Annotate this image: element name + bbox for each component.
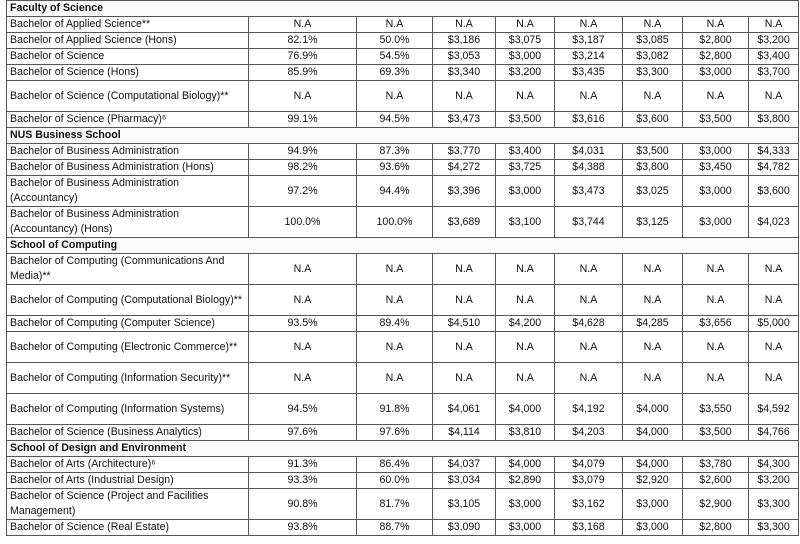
value-cell: N.A	[749, 363, 799, 394]
value-cell: $4,037	[433, 457, 496, 473]
value-cell: $4,000	[623, 425, 683, 441]
value-cell: 94.4%	[357, 176, 433, 207]
value-cell: $4,766	[749, 425, 799, 441]
value-cell: N.A	[623, 285, 683, 316]
value-cell: N.A	[623, 81, 683, 112]
value-cell: $3,435	[555, 65, 623, 81]
value-cell: 50.0%	[357, 33, 433, 49]
table-row	[7, 316, 799, 332]
value-cell: 93.8%	[249, 520, 357, 536]
value-cell: 94.9%	[249, 144, 357, 160]
value-cell: $3,125	[623, 207, 683, 238]
value-cell: $3,600	[623, 112, 683, 128]
value-cell: N.A	[623, 332, 683, 363]
table-row	[7, 473, 799, 489]
value-cell: $3,079	[555, 473, 623, 489]
value-cell: $3,700	[749, 65, 799, 81]
value-cell: $4,203	[555, 425, 623, 441]
value-cell: N.A	[249, 363, 357, 394]
value-cell: $4,388	[555, 160, 623, 176]
value-cell: $4,000	[496, 457, 555, 473]
value-cell: 97.6%	[357, 425, 433, 441]
degree-name: Bachelor of Applied Science (Hons)	[7, 33, 249, 49]
value-cell: N.A	[357, 332, 433, 363]
value-cell: N.A	[749, 17, 799, 33]
value-cell: $2,800	[683, 49, 749, 65]
table-body	[7, 1, 799, 536]
value-cell: N.A	[555, 254, 623, 285]
value-cell: $3,000	[623, 520, 683, 536]
value-cell: $3,200	[496, 65, 555, 81]
table-row	[7, 425, 799, 441]
table-row	[7, 160, 799, 176]
value-cell: $3,000	[683, 176, 749, 207]
table-row	[7, 254, 799, 285]
value-cell: N.A	[496, 17, 555, 33]
table-row	[7, 17, 799, 33]
value-cell: $3,187	[555, 33, 623, 49]
value-cell: $3,105	[433, 489, 496, 520]
value-cell: 97.6%	[249, 425, 357, 441]
degree-name: Bachelor of Science (Real Estate)	[7, 520, 249, 536]
value-cell: 82.1%	[249, 33, 357, 49]
section-header-row	[7, 238, 799, 254]
degree-name: Bachelor of Arts (Architecture)⁶	[7, 457, 249, 473]
value-cell: 91.3%	[249, 457, 357, 473]
value-cell: $3,000	[496, 520, 555, 536]
value-cell: N.A	[433, 254, 496, 285]
value-cell: $3,616	[555, 112, 623, 128]
employment-salary-table	[6, 0, 799, 536]
value-cell: $3,000	[623, 489, 683, 520]
degree-name: Bachelor of Computing (Electronic Commerce)**	[7, 332, 249, 363]
value-cell: $3,214	[555, 49, 623, 65]
value-cell: $4,000	[623, 457, 683, 473]
value-cell: 86.4%	[357, 457, 433, 473]
degree-name: Bachelor of Business Administration (Hons)	[7, 160, 249, 176]
value-cell: $2,800	[683, 33, 749, 49]
value-cell: N.A	[749, 81, 799, 112]
value-cell: $3,000	[496, 176, 555, 207]
value-cell: $3,100	[496, 207, 555, 238]
section-header-row	[7, 1, 799, 17]
section-title: Faculty of Science	[7, 1, 799, 17]
value-cell: 94.5%	[357, 112, 433, 128]
value-cell: 88.7%	[357, 520, 433, 536]
section-title: School of Computing	[7, 238, 799, 254]
degree-name: Bachelor of Computing (Information Systems)	[7, 394, 249, 425]
table-row	[7, 33, 799, 49]
section-title: NUS Business School	[7, 128, 799, 144]
section-header-row	[7, 128, 799, 144]
value-cell: N.A	[433, 285, 496, 316]
table-row	[7, 520, 799, 536]
value-cell: $3,500	[496, 112, 555, 128]
value-cell: N.A	[357, 363, 433, 394]
table-row	[7, 176, 799, 207]
value-cell: $3,085	[623, 33, 683, 49]
value-cell: $3,800	[749, 112, 799, 128]
value-cell: $3,000	[683, 207, 749, 238]
value-cell: $3,800	[623, 160, 683, 176]
value-cell: N.A	[496, 285, 555, 316]
value-cell: $3,300	[623, 65, 683, 81]
value-cell: N.A	[683, 17, 749, 33]
value-cell: 94.5%	[249, 394, 357, 425]
value-cell: $3,000	[683, 65, 749, 81]
value-cell: N.A	[749, 285, 799, 316]
degree-name: Bachelor of Computing (Computer Science)	[7, 316, 249, 332]
value-cell: $4,510	[433, 316, 496, 332]
value-cell: N.A	[433, 81, 496, 112]
value-cell: $3,473	[433, 112, 496, 128]
value-cell: N.A	[496, 254, 555, 285]
value-cell: $4,023	[749, 207, 799, 238]
value-cell: $4,628	[555, 316, 623, 332]
degree-name: Bachelor of Business Administration (Accountancy) (Hons)	[7, 207, 249, 238]
value-cell: $4,031	[555, 144, 623, 160]
value-cell: $3,000	[496, 49, 555, 65]
value-cell: $4,333	[749, 144, 799, 160]
degree-name: Bachelor of Science (Computational Biology)**	[7, 81, 249, 112]
value-cell: N.A	[496, 332, 555, 363]
value-cell: 89.4%	[357, 316, 433, 332]
value-cell: $3,770	[433, 144, 496, 160]
value-cell: $3,025	[623, 176, 683, 207]
table-row	[7, 112, 799, 128]
table-row	[7, 144, 799, 160]
value-cell: 76.9%	[249, 49, 357, 65]
table-row	[7, 81, 799, 112]
value-cell: $4,285	[623, 316, 683, 332]
value-cell: N.A	[683, 363, 749, 394]
value-cell: 98.2%	[249, 160, 357, 176]
degree-name: Bachelor of Science (Hons)	[7, 65, 249, 81]
value-cell: $3,725	[496, 160, 555, 176]
degree-name: Bachelor of Business Administration	[7, 144, 249, 160]
value-cell: $2,920	[623, 473, 683, 489]
value-cell: N.A	[555, 81, 623, 112]
value-cell: $3,689	[433, 207, 496, 238]
value-cell: $3,656	[683, 316, 749, 332]
value-cell: 81.7%	[357, 489, 433, 520]
value-cell: $2,900	[683, 489, 749, 520]
value-cell: $3,090	[433, 520, 496, 536]
value-cell: 93.5%	[249, 316, 357, 332]
value-cell: 91.8%	[357, 394, 433, 425]
value-cell: $5,000	[749, 316, 799, 332]
degree-name: Bachelor of Science	[7, 49, 249, 65]
value-cell: N.A	[683, 81, 749, 112]
value-cell: $3,162	[555, 489, 623, 520]
value-cell: 99.1%	[249, 112, 357, 128]
value-cell: $3,300	[749, 489, 799, 520]
value-cell: $3,500	[683, 425, 749, 441]
value-cell: $3,340	[433, 65, 496, 81]
value-cell: N.A	[555, 332, 623, 363]
value-cell: N.A	[623, 17, 683, 33]
value-cell: N.A	[749, 332, 799, 363]
value-cell: $3,075	[496, 33, 555, 49]
value-cell: N.A	[623, 254, 683, 285]
value-cell: $3,500	[683, 112, 749, 128]
value-cell: N.A	[357, 81, 433, 112]
value-cell: N.A	[357, 285, 433, 316]
value-cell: N.A	[555, 17, 623, 33]
degree-name: Bachelor of Computing (Information Security)**	[7, 363, 249, 394]
value-cell: 85.9%	[249, 65, 357, 81]
value-cell: 87.3%	[357, 144, 433, 160]
value-cell: 60.0%	[357, 473, 433, 489]
value-cell: 90.8%	[249, 489, 357, 520]
value-cell: N.A	[555, 285, 623, 316]
value-cell: $3,000	[683, 144, 749, 160]
degree-name: Bachelor of Science (Business Analytics)	[7, 425, 249, 441]
value-cell: N.A	[683, 254, 749, 285]
value-cell: $4,000	[623, 394, 683, 425]
value-cell: $4,300	[749, 457, 799, 473]
value-cell: N.A	[249, 17, 357, 33]
value-cell: $2,800	[683, 520, 749, 536]
value-cell: $4,592	[749, 394, 799, 425]
degree-name: Bachelor of Science (Pharmacy)⁶	[7, 112, 249, 128]
section-title: School of Design and Environment	[7, 441, 799, 457]
value-cell: $4,200	[496, 316, 555, 332]
value-cell: N.A	[623, 363, 683, 394]
degree-name: Bachelor of Science (Project and Facilities Management)	[7, 489, 249, 520]
value-cell: $4,079	[555, 457, 623, 473]
degree-name: Bachelor of Business Administration (Accountancy)	[7, 176, 249, 207]
value-cell: $2,600	[683, 473, 749, 489]
value-cell: $3,450	[683, 160, 749, 176]
value-cell: N.A	[249, 254, 357, 285]
degree-name: Bachelor of Applied Science**	[7, 17, 249, 33]
value-cell: $3,000	[496, 489, 555, 520]
value-cell: $4,192	[555, 394, 623, 425]
value-cell: $3,300	[749, 520, 799, 536]
value-cell: $3,400	[496, 144, 555, 160]
value-cell: $3,600	[749, 176, 799, 207]
value-cell: 97.2%	[249, 176, 357, 207]
table-row	[7, 285, 799, 316]
value-cell: $3,473	[555, 176, 623, 207]
degree-name: Bachelor of Computing (Computational Biology)**	[7, 285, 249, 316]
table-row	[7, 363, 799, 394]
value-cell: $2,890	[496, 473, 555, 489]
table-row	[7, 457, 799, 473]
value-cell: N.A	[749, 254, 799, 285]
value-cell: $3,200	[749, 473, 799, 489]
value-cell: $3,200	[749, 33, 799, 49]
table-row	[7, 489, 799, 520]
value-cell: 100.0%	[249, 207, 357, 238]
value-cell: $4,114	[433, 425, 496, 441]
value-cell: 93.3%	[249, 473, 357, 489]
value-cell: N.A	[433, 363, 496, 394]
degree-name: Bachelor of Computing (Communications And Media)**	[7, 254, 249, 285]
table-row	[7, 49, 799, 65]
table-row	[7, 332, 799, 363]
value-cell: $3,744	[555, 207, 623, 238]
value-cell: $4,000	[496, 394, 555, 425]
table-container	[6, 0, 798, 536]
value-cell: 69.3%	[357, 65, 433, 81]
value-cell: 54.5%	[357, 49, 433, 65]
value-cell: $4,061	[433, 394, 496, 425]
value-cell: $3,400	[749, 49, 799, 65]
value-cell: N.A	[496, 81, 555, 112]
value-cell: $3,168	[555, 520, 623, 536]
value-cell: 93.6%	[357, 160, 433, 176]
value-cell: 100.0%	[357, 207, 433, 238]
value-cell: N.A	[357, 254, 433, 285]
value-cell: N.A	[433, 332, 496, 363]
table-row	[7, 207, 799, 238]
degree-name: Bachelor of Arts (Industrial Design)	[7, 473, 249, 489]
value-cell: N.A	[249, 285, 357, 316]
value-cell: N.A	[555, 363, 623, 394]
value-cell: $4,272	[433, 160, 496, 176]
value-cell: $3,186	[433, 33, 496, 49]
value-cell: $4,782	[749, 160, 799, 176]
value-cell: N.A	[433, 17, 496, 33]
value-cell: $3,550	[683, 394, 749, 425]
table-row	[7, 65, 799, 81]
value-cell: N.A	[357, 17, 433, 33]
value-cell: $3,810	[496, 425, 555, 441]
value-cell: N.A	[249, 332, 357, 363]
value-cell: $3,500	[623, 144, 683, 160]
section-header-row	[7, 441, 799, 457]
value-cell: N.A	[683, 285, 749, 316]
value-cell: $3,396	[433, 176, 496, 207]
table-row	[7, 394, 799, 425]
value-cell: $3,034	[433, 473, 496, 489]
value-cell: N.A	[683, 332, 749, 363]
value-cell: N.A	[249, 81, 357, 112]
value-cell: $3,780	[683, 457, 749, 473]
value-cell: $3,053	[433, 49, 496, 65]
value-cell: N.A	[496, 363, 555, 394]
value-cell: $3,082	[623, 49, 683, 65]
